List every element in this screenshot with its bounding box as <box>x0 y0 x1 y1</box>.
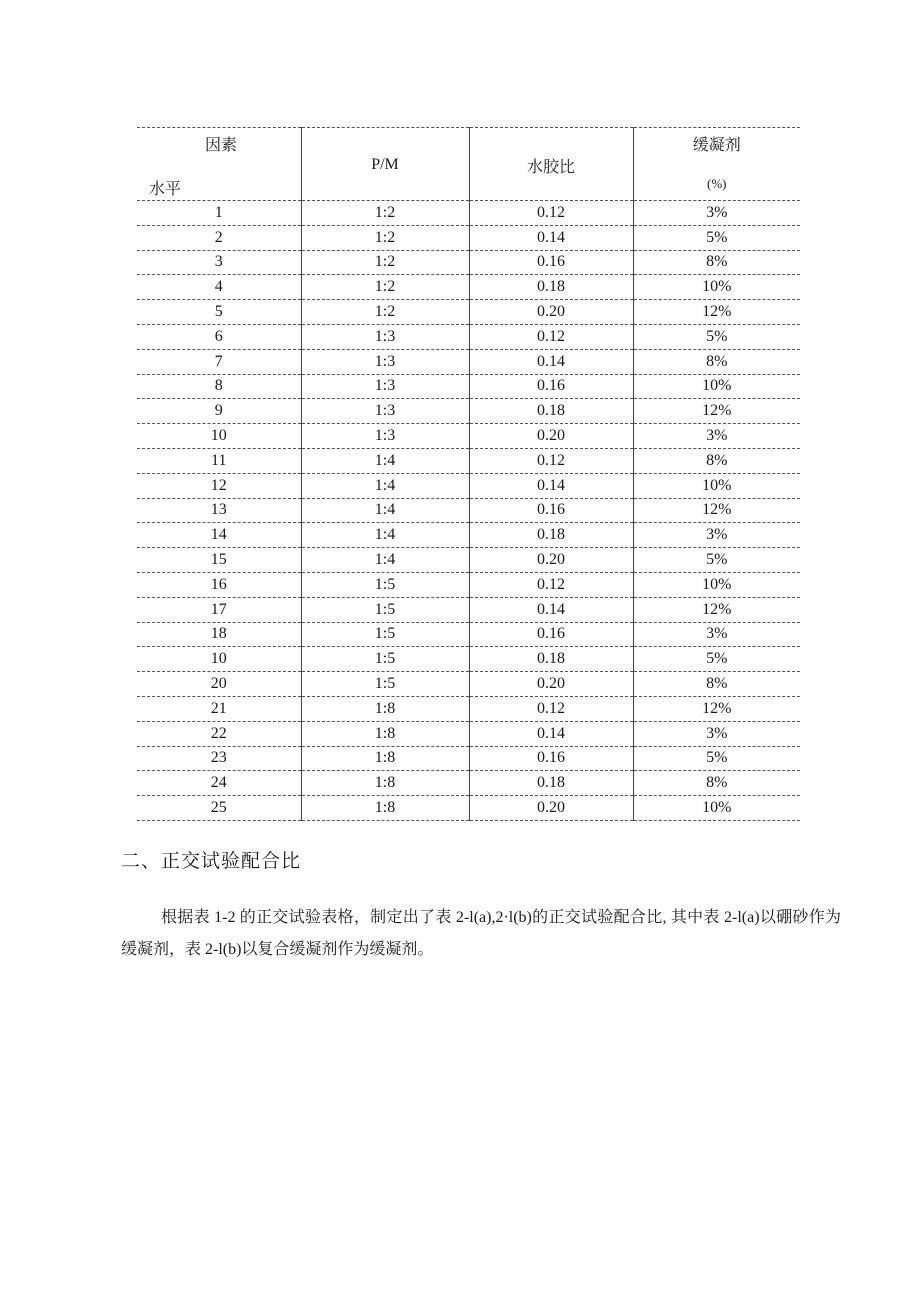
pm-cell: 1:5 <box>301 597 469 622</box>
retarder-cell: 12% <box>633 597 800 622</box>
level-cell: 12 <box>137 473 301 498</box>
level-cell: 4 <box>137 275 301 300</box>
orthogonal-test-table <box>137 127 800 821</box>
level-cell: 1 <box>137 201 301 226</box>
pm-cell: 1:8 <box>301 721 469 746</box>
level-cell: 10 <box>137 424 301 449</box>
pm-cell: 1:5 <box>301 572 469 597</box>
water-binder-cell: 0.16 <box>469 746 633 771</box>
table-row <box>137 696 800 721</box>
pm-cell: 1:4 <box>301 448 469 473</box>
water-binder-cell: 0.12 <box>469 448 633 473</box>
water-binder-cell: 0.20 <box>469 424 633 449</box>
pm-cell: 1:3 <box>301 349 469 374</box>
pm-cell: 1:2 <box>301 201 469 226</box>
retarder-cell: 3% <box>633 523 800 548</box>
level-cell: 9 <box>137 399 301 424</box>
retarder-cell: 10% <box>633 572 800 597</box>
pm-cell: 1:2 <box>301 225 469 250</box>
water-binder-cell: 0.18 <box>469 523 633 548</box>
water-binder-cell: 0.18 <box>469 275 633 300</box>
water-binder-cell: 0.14 <box>469 225 633 250</box>
header-retarder-label: 缓凝剂 <box>692 137 741 154</box>
pm-cell: 1:8 <box>301 746 469 771</box>
table-row <box>137 572 800 597</box>
retarder-cell: 3% <box>633 424 800 449</box>
retarder-cell: 12% <box>633 399 800 424</box>
level-cell: 3 <box>137 250 301 275</box>
table-row <box>137 324 800 349</box>
table-row <box>137 746 800 771</box>
table-row <box>137 647 800 672</box>
pm-cell: 1:2 <box>301 250 469 275</box>
level-cell: 22 <box>137 721 301 746</box>
table-row <box>137 672 800 697</box>
pm-cell: 1:4 <box>301 473 469 498</box>
pm-cell: 1:3 <box>301 399 469 424</box>
water-binder-cell: 0.16 <box>469 498 633 523</box>
pm-cell: 1:5 <box>301 622 469 647</box>
water-binder-cell: 0.12 <box>469 201 633 226</box>
table-row <box>137 300 800 325</box>
water-binder-cell: 0.16 <box>469 622 633 647</box>
pm-cell: 1:3 <box>301 424 469 449</box>
level-cell: 14 <box>137 523 301 548</box>
water-binder-cell: 0.20 <box>469 300 633 325</box>
table-body <box>137 201 800 821</box>
pm-cell: 1:3 <box>301 324 469 349</box>
retarder-cell: 5% <box>633 225 800 250</box>
table-row <box>137 721 800 746</box>
retarder-cell: 12% <box>633 696 800 721</box>
retarder-cell: 3% <box>633 721 800 746</box>
header-level-label: 水平 <box>149 181 182 198</box>
pm-cell: 1:8 <box>301 796 469 821</box>
body-paragraph: 根据表 1-2 的正交试验表格，制定出了表 2-l(a),2·l(b)的正交试验配合比, 其中表 2-l(a)以硼砂作为缓凝剂，表 2-l(b)以复合缓凝剂作为缓凝剂。 <box>121 909 841 958</box>
pm-cell: 1:8 <box>301 771 469 796</box>
pm-cell: 1:4 <box>301 498 469 523</box>
pm-cell: 1:2 <box>301 275 469 300</box>
water-binder-cell: 0.20 <box>469 548 633 573</box>
header-retarder-unit: (%) <box>707 176 727 191</box>
retarder-cell: 5% <box>633 548 800 573</box>
level-cell: 5 <box>137 300 301 325</box>
water-binder-cell: 0.18 <box>469 399 633 424</box>
water-binder-cell: 0.18 <box>469 647 633 672</box>
pm-cell: 1:4 <box>301 523 469 548</box>
table-row <box>137 201 800 226</box>
retarder-cell: 10% <box>633 275 800 300</box>
level-cell: 13 <box>137 498 301 523</box>
retarder-cell: 8% <box>633 771 800 796</box>
water-binder-cell: 0.14 <box>469 597 633 622</box>
table-header <box>137 128 800 201</box>
water-binder-cell: 0.14 <box>469 473 633 498</box>
table-row <box>137 597 800 622</box>
water-binder-cell: 0.14 <box>469 721 633 746</box>
level-cell: 21 <box>137 696 301 721</box>
retarder-cell: 12% <box>633 498 800 523</box>
table-row <box>137 374 800 399</box>
table-row <box>137 349 800 374</box>
retarder-cell: 8% <box>633 349 800 374</box>
header-pm-label: P/M <box>371 156 399 173</box>
level-cell: 25 <box>137 796 301 821</box>
retarder-cell: 5% <box>633 647 800 672</box>
header-water-binder-label: 水胶比 <box>526 158 575 176</box>
table-row <box>137 424 800 449</box>
water-binder-cell: 0.20 <box>469 796 633 821</box>
table-header-row <box>137 128 800 201</box>
pm-cell: 1:3 <box>301 374 469 399</box>
level-cell: 8 <box>137 374 301 399</box>
level-cell: 20 <box>137 672 301 697</box>
level-cell: 7 <box>137 349 301 374</box>
table-row <box>137 225 800 250</box>
section-heading: 二、正交试验配合比 <box>121 850 302 872</box>
table-row <box>137 548 800 573</box>
level-cell: 6 <box>137 324 301 349</box>
retarder-cell: 3% <box>633 622 800 647</box>
level-cell: 11 <box>137 448 301 473</box>
pm-cell: 1:8 <box>301 696 469 721</box>
water-binder-cell: 0.16 <box>469 374 633 399</box>
water-binder-cell: 0.12 <box>469 572 633 597</box>
water-binder-cell: 0.12 <box>469 324 633 349</box>
retarder-cell: 8% <box>633 672 800 697</box>
water-binder-cell: 0.16 <box>469 250 633 275</box>
retarder-cell: 10% <box>633 473 800 498</box>
retarder-cell: 10% <box>633 796 800 821</box>
level-cell: 23 <box>137 746 301 771</box>
level-cell: 24 <box>137 771 301 796</box>
pm-cell: 1:5 <box>301 672 469 697</box>
header-retarder-cell <box>633 128 800 201</box>
retarder-cell: 10% <box>633 374 800 399</box>
table-row <box>137 275 800 300</box>
header-water-binder-cell <box>469 128 633 201</box>
level-cell: 18 <box>137 622 301 647</box>
pm-cell: 1:2 <box>301 300 469 325</box>
header-factor-level-cell <box>137 128 301 201</box>
water-binder-cell: 0.20 <box>469 672 633 697</box>
retarder-cell: 8% <box>633 250 800 275</box>
pm-cell: 1:4 <box>301 548 469 573</box>
table-row <box>137 796 800 821</box>
table-row <box>137 771 800 796</box>
level-cell: 15 <box>137 548 301 573</box>
table-row <box>137 473 800 498</box>
water-binder-cell: 0.18 <box>469 771 633 796</box>
table-row <box>137 448 800 473</box>
level-cell: 17 <box>137 597 301 622</box>
header-factor-label: 因素 <box>205 137 238 154</box>
table-row <box>137 399 800 424</box>
table-row <box>137 250 800 275</box>
retarder-cell: 5% <box>633 746 800 771</box>
water-binder-cell: 0.12 <box>469 696 633 721</box>
retarder-cell: 3% <box>633 201 800 226</box>
retarder-cell: 8% <box>633 448 800 473</box>
pm-cell: 1:5 <box>301 647 469 672</box>
level-cell: 2 <box>137 225 301 250</box>
header-pm-cell <box>301 128 469 201</box>
water-binder-cell: 0.14 <box>469 349 633 374</box>
orthogonal-test-table-wrapper <box>137 127 800 821</box>
retarder-cell: 12% <box>633 300 800 325</box>
table-row <box>137 523 800 548</box>
level-cell: 16 <box>137 572 301 597</box>
level-cell: 10 <box>137 647 301 672</box>
table-row <box>137 622 800 647</box>
table-row <box>137 498 800 523</box>
retarder-cell: 5% <box>633 324 800 349</box>
